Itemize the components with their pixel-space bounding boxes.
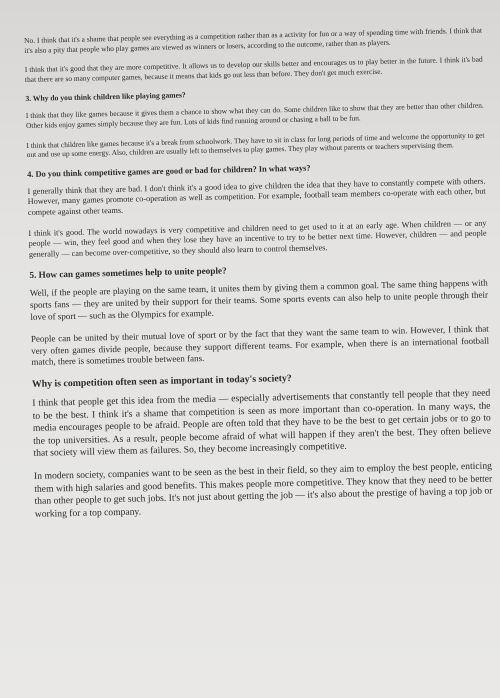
section-question-5 (29, 260, 489, 369)
paragraph: In modern society, companies want to be seen as the best in their field, so they aim to employ the best people, enticing them with high salaries and good benefits. This makes people more competitive. They know that they need to be better than other people to get such jobs. It's not just about getting the job — it's also about the prestige of having a top job or working for a top company. (33, 460, 493, 520)
paragraph: I think that children like games because it's a break from schoolwork. They have to sit in class for long periods of time and welcome the opportunity to get out and use up some energy. Also, children are usually left to themselves to play games. They play without parents or teachers supervising them. (26, 130, 485, 160)
question-heading: 4. Do you think competitive games are good or bad for children? In what ways? (27, 163, 311, 179)
paragraph: Well, if the people are playing on the same team, it unites them by giving them a common goal. The same thing happens with sports fans — they are united by their support for their teams. Some sports events can also help to unite people through their love of sport — such as the Olympics for example. (29, 277, 489, 322)
paragraph: People can be united by their mutual love of sport or by the fact that they want the same team to win. However, I think that very often games divide people, because they support different teams. For example, when there is an international football match, there is sometimes trouble between fans. (30, 323, 490, 368)
section-question-3 (25, 84, 484, 160)
paragraph: I think that people get this idea from the media — especially advertisements that constantly tell people that they need to be the best. I think it's a shame that competition is seen as more important than co-operation. In many ways, the media encourages people to be afraid. People are often told that they have to be the best to get certain jobs or to go to the top universities. As a result, people become afraid of what will happen if they aren't the best. They often believe that society will view them as failures. So, they become increasingly competitive. (32, 387, 492, 460)
paragraph: No. I think that it's a shame that people see everything as a competition rather than as a activity for fun or a way of spending time with friends. I think that it's also a pity that people who play games are viewed as winners or losers, according to the outcome, rather than as players. (24, 25, 483, 55)
paragraph: I think it's good. The world nowadays is very competitive and children need to get used to it at an early age. When children — or any people — win, they feel good and when they lose they have an incentive to try to be better next time. However, children — and people generally — can become over-competitive, so they should also learn to control themselves. (28, 218, 487, 259)
paragraph: I think that it's good that they are more competitive. It allows us to develop our skills better and encourages us to play better in the future. I think it's bad that there are so many computer games, because it means that kids go out less than before. They don't get much exercise. (24, 54, 483, 84)
question-heading: Why is competition often seen as important in today's society? (31, 373, 292, 391)
question-heading: 3. Why do you think children like playing games? (25, 90, 186, 104)
paragraph: I generally think that they are bad. I don't think it's a good idea to give children the idea that they have to constantly compete with others. However, many games promote co-operation as well as competition. For example, football team members co-operate with each other, but compete against other teams. (27, 176, 486, 217)
question-heading: 5. How can games sometimes help to unite people? (29, 265, 227, 281)
paragraph: I think that they like games because it gives them a chance to show what they can do. Some children like to show that they are better than other children. Other kids enjoy games simply because they are fun. Lots of kids find running around or chasing a ball to be fun. (25, 100, 484, 130)
section-competition (32, 369, 493, 522)
section-question-4 (27, 159, 487, 260)
document-content (24, 26, 493, 532)
section-intro (24, 26, 483, 85)
